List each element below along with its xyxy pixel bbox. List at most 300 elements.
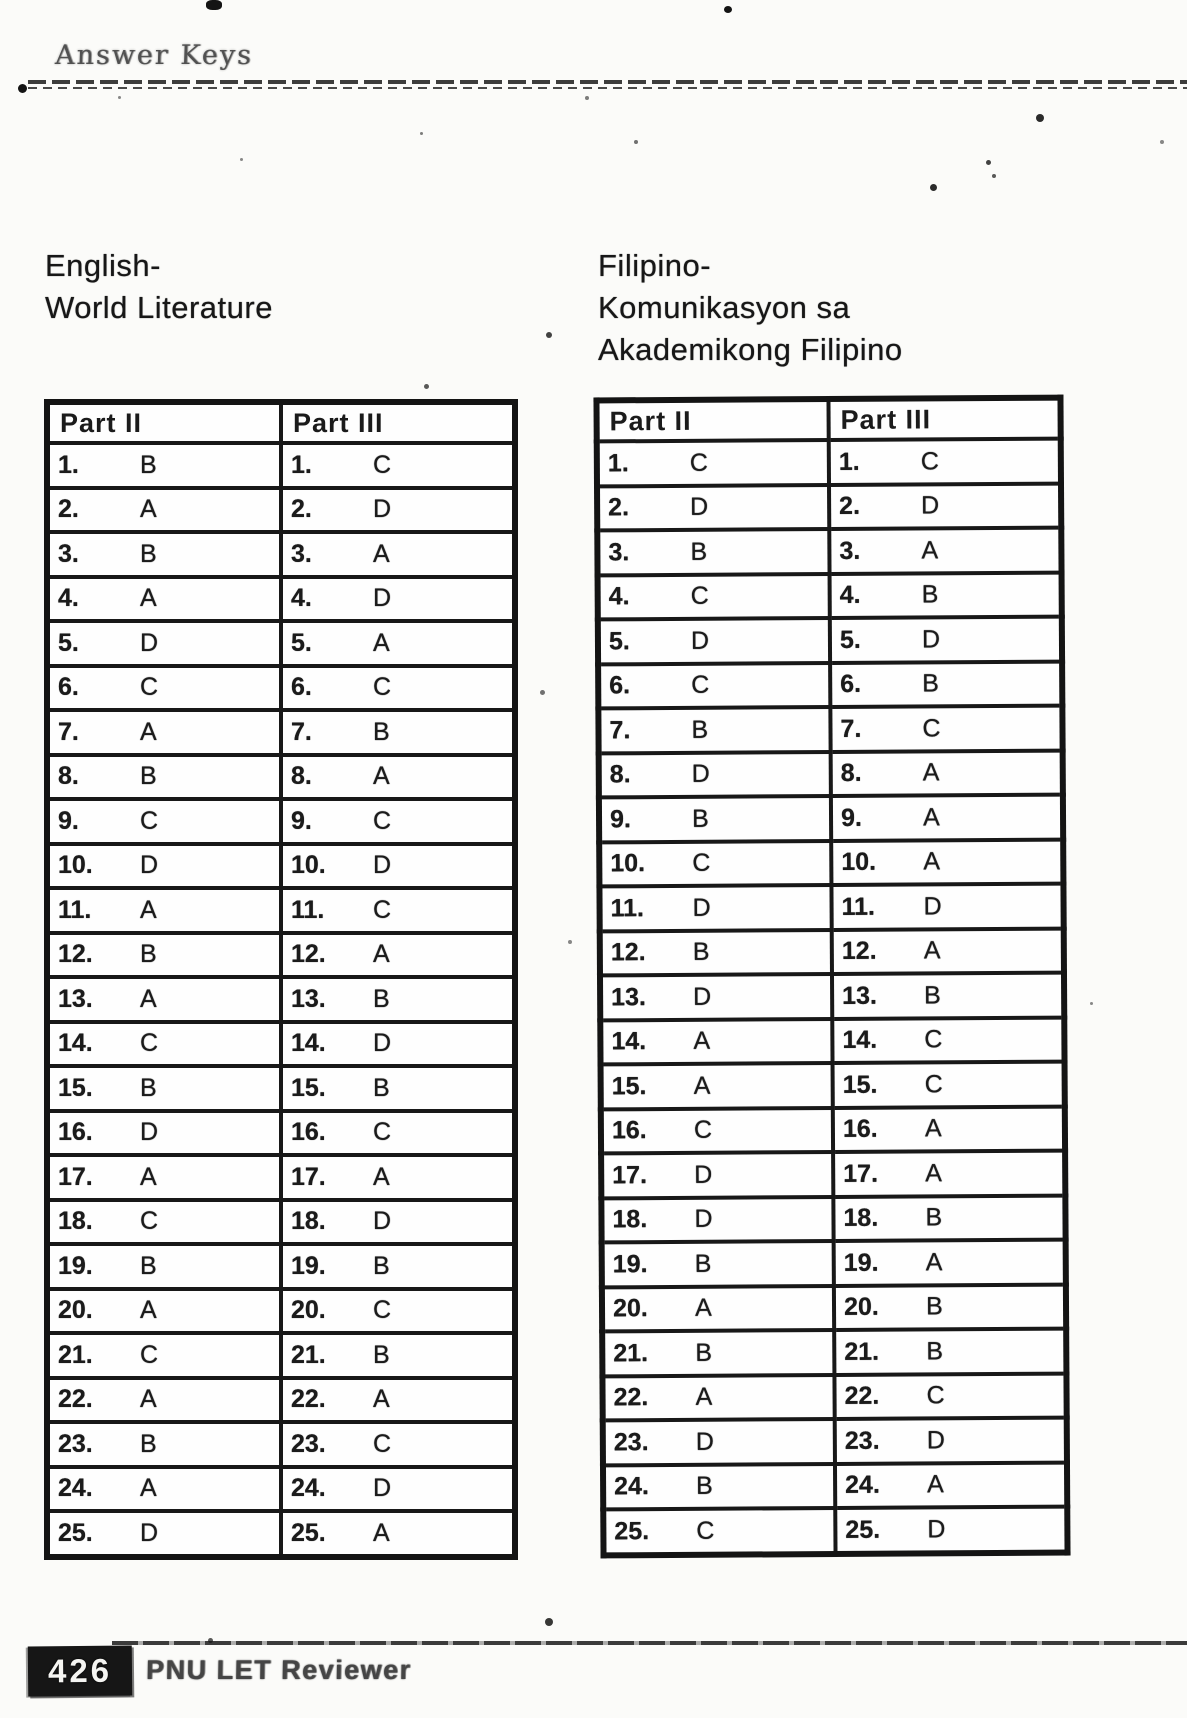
answer-letter: A bbox=[373, 940, 390, 969]
table-row bbox=[47, 755, 515, 800]
answer-letter: A bbox=[694, 1293, 712, 1323]
answer-key-table bbox=[593, 395, 1070, 1558]
question-number: 10. bbox=[291, 851, 326, 880]
table-row bbox=[602, 1240, 1066, 1287]
scan-speck bbox=[724, 6, 732, 13]
answer-cell bbox=[47, 577, 281, 622]
table-header-row bbox=[47, 402, 515, 443]
table-row bbox=[602, 1329, 1066, 1376]
answer-cell bbox=[829, 439, 1061, 485]
answer-letter: C bbox=[373, 450, 392, 479]
answer-letter: D bbox=[373, 584, 392, 613]
question-number: 9. bbox=[58, 806, 79, 835]
answer-letter: B bbox=[691, 715, 709, 744]
question-number: 13. bbox=[291, 984, 326, 1013]
question-number: 1. bbox=[607, 448, 629, 478]
answer-cell bbox=[281, 977, 515, 1022]
question-number: 19. bbox=[843, 1248, 879, 1277]
question-number: 5. bbox=[608, 626, 630, 656]
answer-cell bbox=[830, 706, 1062, 752]
answer-letter: B bbox=[925, 1203, 943, 1232]
question-number: 8. bbox=[609, 760, 631, 789]
answer-letter: B bbox=[373, 1340, 390, 1369]
question-number: 4. bbox=[608, 582, 630, 611]
question-number: 15. bbox=[58, 1073, 93, 1102]
answer-cell bbox=[281, 1155, 515, 1200]
answer-letter: D bbox=[373, 1029, 392, 1058]
scan-speck bbox=[992, 174, 996, 178]
table-row bbox=[47, 443, 515, 488]
header-divider-line bbox=[28, 80, 1187, 91]
answer-cell bbox=[835, 1462, 1067, 1508]
column-header: Part III bbox=[828, 398, 1060, 440]
answer-cell bbox=[281, 532, 515, 577]
answer-letter: D bbox=[694, 1160, 713, 1189]
table-row bbox=[597, 439, 1061, 486]
answer-letter: C bbox=[696, 1516, 715, 1545]
answer-cell bbox=[833, 1062, 1065, 1108]
answer-letter: A bbox=[140, 717, 157, 746]
answer-key-table bbox=[44, 399, 518, 1560]
question-number: 25. bbox=[291, 1518, 326, 1547]
answer-letter: B bbox=[691, 804, 709, 833]
answer-letter: C bbox=[373, 895, 392, 924]
answer-letter: D bbox=[373, 1207, 392, 1236]
footer-divider-line bbox=[112, 1641, 1187, 1645]
answer-cell bbox=[47, 844, 281, 889]
answer-letter: D bbox=[926, 1426, 945, 1455]
answer-cell bbox=[598, 618, 830, 664]
question-number: 24. bbox=[845, 1470, 880, 1500]
page-title: Answer Keys bbox=[54, 40, 254, 71]
table-row bbox=[47, 1422, 515, 1467]
question-number: 8. bbox=[291, 762, 312, 791]
answer-letter: B bbox=[925, 1292, 943, 1321]
answer-letter: B bbox=[140, 450, 157, 479]
table-row bbox=[602, 1284, 1066, 1331]
answer-letter: C bbox=[373, 1429, 392, 1458]
scan-speck bbox=[568, 940, 572, 944]
answer-cell bbox=[830, 617, 1062, 663]
footer-book-label: PNU LET Reviewer bbox=[145, 1655, 412, 1685]
table-row bbox=[47, 621, 515, 666]
question-number: 4. bbox=[58, 584, 79, 613]
table-row bbox=[47, 1022, 515, 1067]
answer-cell bbox=[281, 799, 515, 844]
answer-letter: C bbox=[924, 1025, 943, 1054]
question-number: 10. bbox=[58, 851, 93, 880]
answer-letter: C bbox=[690, 581, 709, 611]
answer-letter: B bbox=[373, 717, 390, 746]
answer-letter: B bbox=[926, 1337, 944, 1366]
answer-letter: D bbox=[694, 1204, 713, 1234]
question-number: 2. bbox=[58, 495, 79, 524]
answer-letter: A bbox=[693, 1026, 711, 1056]
question-number: 22. bbox=[291, 1385, 326, 1414]
question-number: 21. bbox=[844, 1337, 880, 1366]
answer-cell bbox=[829, 528, 1061, 574]
answer-cell bbox=[597, 485, 829, 531]
answer-cell bbox=[599, 885, 831, 931]
table-row bbox=[47, 1289, 515, 1334]
answer-cell bbox=[47, 621, 281, 666]
answer-letter: D bbox=[373, 1474, 392, 1503]
answer-cell bbox=[832, 973, 1064, 1019]
question-number: 1. bbox=[838, 447, 860, 476]
table-row bbox=[47, 844, 515, 889]
answer-cell bbox=[602, 1330, 834, 1376]
question-number: 20. bbox=[58, 1296, 93, 1325]
answer-cell bbox=[602, 1285, 834, 1331]
table-row bbox=[601, 1151, 1065, 1198]
question-number: 17. bbox=[612, 1160, 648, 1190]
answer-letter: D bbox=[923, 892, 942, 921]
answer-letter: B bbox=[694, 1249, 712, 1278]
question-number: 3. bbox=[839, 536, 861, 565]
table-row bbox=[601, 1195, 1065, 1242]
answer-letter: A bbox=[923, 936, 941, 965]
answer-letter: C bbox=[140, 806, 159, 835]
answer-cell bbox=[281, 933, 515, 978]
question-number: 3. bbox=[58, 539, 79, 568]
answer-cell bbox=[47, 1378, 281, 1423]
question-number: 12. bbox=[58, 940, 93, 969]
answer-cell bbox=[834, 1284, 1066, 1330]
question-number: 14. bbox=[291, 1029, 326, 1058]
answer-letter: A bbox=[140, 1474, 157, 1503]
answer-letter: D bbox=[140, 851, 159, 880]
answer-letter: C bbox=[373, 673, 392, 702]
answer-letter: C bbox=[140, 1029, 159, 1058]
answer-cell bbox=[281, 1467, 515, 1512]
answer-cell bbox=[281, 1422, 515, 1467]
question-number: 21. bbox=[613, 1338, 649, 1368]
answer-letter: A bbox=[923, 847, 941, 876]
question-number: 7. bbox=[58, 717, 79, 746]
question-number: 6. bbox=[840, 670, 862, 699]
question-number: 7. bbox=[609, 715, 631, 745]
question-number: 8. bbox=[58, 762, 79, 791]
answer-letter: D bbox=[695, 1427, 714, 1456]
answer-cell bbox=[601, 1196, 833, 1242]
answer-letter: C bbox=[373, 1118, 392, 1147]
table-row bbox=[47, 488, 515, 533]
answer-letter: A bbox=[140, 1162, 157, 1191]
table-row bbox=[602, 1373, 1066, 1420]
answer-cell bbox=[47, 1066, 281, 1111]
answer-cell bbox=[600, 930, 832, 976]
table-header-row bbox=[596, 398, 1060, 442]
question-number: 14. bbox=[611, 1027, 647, 1056]
answer-letter: A bbox=[140, 495, 157, 524]
scan-speck bbox=[424, 384, 429, 389]
answer-cell bbox=[835, 1507, 1067, 1554]
answer-cell bbox=[601, 1152, 833, 1198]
answer-letter: D bbox=[927, 1515, 946, 1544]
answer-cell bbox=[47, 1333, 281, 1378]
question-number: 20. bbox=[843, 1292, 879, 1322]
answer-letter: D bbox=[140, 1118, 159, 1147]
question-number: 15. bbox=[291, 1073, 326, 1102]
table-row bbox=[598, 661, 1062, 708]
question-number: 1. bbox=[291, 450, 312, 479]
answer-cell bbox=[47, 1022, 281, 1067]
table-row bbox=[598, 706, 1062, 753]
scan-speck bbox=[540, 690, 545, 695]
question-number: 4. bbox=[839, 581, 861, 610]
question-number: 12. bbox=[610, 938, 646, 967]
question-number: 6. bbox=[291, 673, 312, 702]
question-number: 7. bbox=[840, 714, 862, 743]
table-row bbox=[47, 888, 515, 933]
table-row bbox=[600, 928, 1064, 975]
answer-cell bbox=[600, 1018, 832, 1064]
question-number: 21. bbox=[291, 1340, 326, 1369]
answer-cell bbox=[47, 1467, 281, 1512]
table-row bbox=[47, 666, 515, 711]
table-row bbox=[47, 1200, 515, 1245]
question-number: 17. bbox=[843, 1159, 879, 1188]
answer-letter: B bbox=[373, 1073, 390, 1102]
answer-cell bbox=[603, 1463, 835, 1509]
answer-letter: A bbox=[373, 762, 390, 791]
answer-letter: A bbox=[921, 536, 939, 565]
answer-letter: B bbox=[373, 1251, 390, 1280]
answer-cell bbox=[281, 710, 515, 755]
answer-cell bbox=[47, 755, 281, 800]
answer-cell bbox=[599, 752, 831, 798]
answer-cell bbox=[281, 1333, 515, 1378]
answer-letter: B bbox=[140, 539, 157, 568]
question-number: 23. bbox=[613, 1427, 649, 1457]
question-number: 17. bbox=[291, 1162, 326, 1191]
answer-letter: A bbox=[373, 1162, 390, 1191]
answer-letter: A bbox=[140, 895, 157, 924]
answer-cell bbox=[833, 1195, 1065, 1241]
answer-cell bbox=[831, 795, 1063, 841]
table-row bbox=[599, 839, 1063, 886]
table-row bbox=[47, 1467, 515, 1512]
answer-letter: B bbox=[692, 937, 710, 967]
question-number: 23. bbox=[844, 1426, 880, 1455]
page-number-badge: 426 bbox=[28, 1645, 133, 1696]
answer-cell bbox=[281, 577, 515, 622]
answer-letter: C bbox=[373, 806, 392, 835]
answer-letter: B bbox=[696, 1471, 713, 1501]
question-number: 25. bbox=[58, 1518, 93, 1547]
scan-speck bbox=[420, 132, 423, 135]
table-row bbox=[597, 483, 1061, 530]
answer-letter: C bbox=[693, 1115, 713, 1145]
question-number: 10. bbox=[610, 849, 646, 878]
answer-cell bbox=[281, 1066, 515, 1111]
question-number: 14. bbox=[842, 1025, 878, 1055]
answer-cell bbox=[831, 839, 1063, 885]
question-number: 11. bbox=[841, 892, 876, 921]
answer-letter: A bbox=[693, 1071, 711, 1100]
section-title-line: English- bbox=[45, 248, 161, 283]
section-title-line: Filipino- bbox=[598, 248, 712, 283]
answer-cell bbox=[603, 1508, 835, 1555]
question-number: 11. bbox=[610, 893, 645, 923]
table-row bbox=[47, 977, 515, 1022]
table-row bbox=[603, 1418, 1067, 1465]
answer-cell bbox=[835, 1418, 1067, 1464]
scan-speck bbox=[545, 1618, 553, 1626]
column-header: Part III bbox=[281, 402, 515, 443]
answer-letter: C bbox=[140, 1340, 159, 1369]
answer-letter: B bbox=[140, 940, 157, 969]
table-row bbox=[47, 532, 515, 577]
question-number: 1. bbox=[58, 450, 79, 479]
answer-letter: B bbox=[140, 762, 157, 791]
scan-speck bbox=[585, 96, 589, 100]
answer-cell bbox=[47, 1422, 281, 1467]
answer-letter: A bbox=[922, 803, 940, 832]
answer-letter: C bbox=[926, 1381, 945, 1410]
question-number: 19. bbox=[58, 1251, 93, 1280]
question-number: 22. bbox=[58, 1385, 93, 1414]
table-row bbox=[598, 617, 1062, 664]
answer-letter: D bbox=[921, 491, 940, 520]
question-number: 19. bbox=[291, 1251, 326, 1280]
question-number: 9. bbox=[291, 806, 312, 835]
question-number: 18. bbox=[58, 1207, 93, 1236]
answer-cell bbox=[600, 974, 832, 1020]
answer-cell bbox=[599, 841, 831, 887]
answer-cell bbox=[47, 1289, 281, 1334]
table-row bbox=[47, 577, 515, 622]
answer-letter: B bbox=[922, 669, 939, 698]
column-header: Part II bbox=[47, 402, 281, 443]
answer-cell bbox=[47, 710, 281, 755]
answer-cell bbox=[281, 1244, 515, 1289]
question-number: 13. bbox=[58, 984, 93, 1013]
question-number: 6. bbox=[609, 671, 631, 700]
answer-letter: C bbox=[689, 448, 709, 477]
answer-letter: D bbox=[693, 982, 712, 1011]
question-number: 4. bbox=[291, 584, 312, 613]
answer-letter: B bbox=[690, 537, 708, 566]
question-number: 24. bbox=[58, 1474, 93, 1503]
question-number: 13. bbox=[842, 981, 877, 1010]
question-number: 16. bbox=[291, 1118, 326, 1147]
answer-letter: D bbox=[373, 851, 392, 880]
section-title-english bbox=[45, 245, 273, 329]
answer-cell bbox=[281, 1289, 515, 1334]
answer-cell bbox=[281, 443, 515, 488]
answer-letter: A bbox=[924, 1114, 942, 1143]
answer-letter: B bbox=[373, 984, 390, 1013]
question-number: 22. bbox=[613, 1383, 649, 1412]
table-row bbox=[599, 884, 1063, 931]
answer-letter: A bbox=[140, 984, 157, 1013]
table-row bbox=[603, 1507, 1067, 1555]
question-number: 24. bbox=[291, 1474, 326, 1503]
table-row bbox=[601, 1062, 1065, 1109]
table-row bbox=[47, 1511, 515, 1557]
section-title-filipino bbox=[598, 245, 903, 371]
scan-speck bbox=[930, 184, 937, 191]
answer-letter: A bbox=[922, 758, 940, 787]
scan-speck bbox=[634, 140, 638, 144]
table-row bbox=[47, 1333, 515, 1378]
question-number: 11. bbox=[58, 895, 92, 924]
answer-cell bbox=[281, 844, 515, 889]
question-number: 15. bbox=[842, 1070, 878, 1099]
question-number: 18. bbox=[843, 1203, 879, 1233]
answer-cell bbox=[47, 666, 281, 711]
answer-cell bbox=[47, 532, 281, 577]
table-row bbox=[47, 1111, 515, 1156]
question-number: 12. bbox=[841, 936, 877, 966]
answer-letter: A bbox=[373, 1518, 390, 1547]
question-number: 5. bbox=[58, 628, 79, 657]
question-number: 20. bbox=[291, 1296, 326, 1325]
answer-cell bbox=[47, 888, 281, 933]
answer-cell bbox=[281, 488, 515, 533]
table-row bbox=[598, 572, 1062, 619]
answer-letter: B bbox=[140, 1429, 157, 1458]
answer-cell bbox=[281, 666, 515, 711]
answer-cell bbox=[830, 661, 1062, 707]
answer-letter: C bbox=[691, 670, 710, 700]
answer-letter: A bbox=[140, 1385, 157, 1414]
question-number: 16. bbox=[842, 1114, 878, 1144]
answer-cell bbox=[281, 1378, 515, 1423]
answer-cell bbox=[47, 933, 281, 978]
answer-letter: D bbox=[373, 495, 392, 524]
answer-cell bbox=[47, 443, 281, 488]
answer-letter: D bbox=[140, 1518, 159, 1547]
answer-letter: A bbox=[925, 1159, 942, 1188]
question-number: 3. bbox=[608, 537, 630, 567]
table-row bbox=[597, 528, 1061, 575]
table-row bbox=[600, 973, 1064, 1020]
question-number: 21. bbox=[58, 1340, 93, 1369]
answer-letter: A bbox=[925, 1248, 943, 1277]
answer-cell bbox=[47, 1244, 281, 1289]
section-title-line: Komunikasyon sa bbox=[598, 290, 851, 325]
question-number: 15. bbox=[611, 1071, 647, 1101]
table-row bbox=[47, 1155, 515, 1200]
answer-cell bbox=[281, 1111, 515, 1156]
answer-letter: D bbox=[921, 625, 941, 654]
question-number: 9. bbox=[840, 803, 862, 832]
scan-speck bbox=[206, 0, 222, 10]
answer-cell bbox=[599, 796, 831, 842]
answer-letter: D bbox=[690, 626, 710, 655]
answer-letter: A bbox=[373, 1385, 390, 1414]
answer-cell bbox=[830, 572, 1062, 618]
answer-letter: B bbox=[140, 1251, 157, 1280]
question-number: 17. bbox=[58, 1162, 93, 1191]
answer-cell bbox=[598, 574, 830, 620]
answer-letter: A bbox=[373, 539, 390, 568]
answer-letter: D bbox=[690, 492, 709, 522]
table-row bbox=[47, 1244, 515, 1289]
answer-letter: D bbox=[692, 893, 711, 922]
answer-cell bbox=[47, 1200, 281, 1245]
answer-letter: B bbox=[695, 1338, 713, 1367]
answer-letter: A bbox=[373, 628, 390, 657]
question-number: 6. bbox=[58, 673, 79, 702]
answer-cell bbox=[601, 1063, 833, 1109]
question-number: 8. bbox=[840, 759, 862, 788]
answer-cell bbox=[834, 1373, 1066, 1419]
question-number: 25. bbox=[614, 1516, 650, 1546]
answer-letter: B bbox=[924, 981, 941, 1010]
